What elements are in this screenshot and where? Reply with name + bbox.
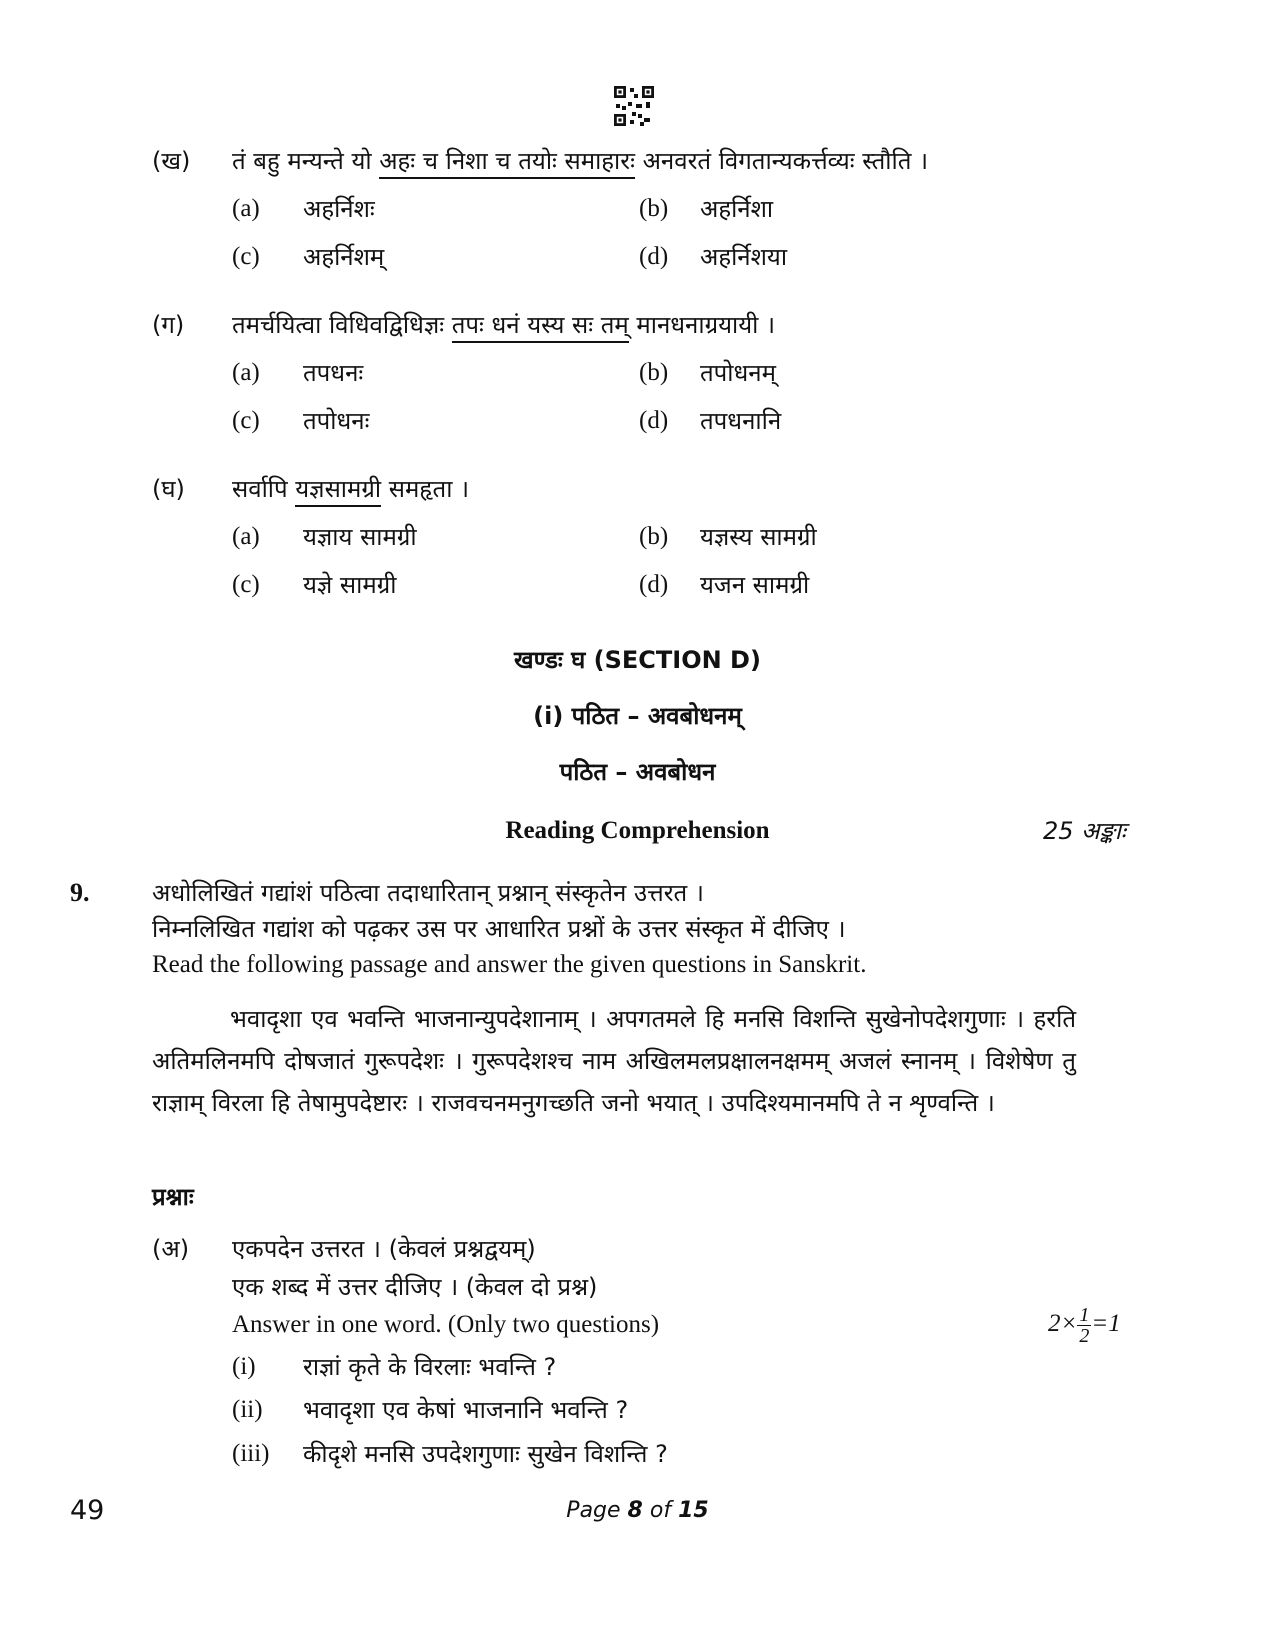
question-number: 9. [70,878,90,907]
question-text-pre: तमर्चयित्वा विधिवद्विधिज्ञः [232,311,452,339]
section-marks: 25 अङ्काः [1043,817,1126,845]
part-a-instruction-english: Answer in one word. (Only two questions) [232,1311,660,1338]
option-d-label: (d) [639,243,669,270]
option-a-text: तपधनः [303,359,364,387]
option-c-text: यज्ञे सामग्री [303,571,397,599]
page-current: 8 [627,1498,643,1523]
question-ga-label: (ग) [152,311,185,339]
option-b-label: (b) [639,195,669,222]
option-b-text: अहर्निशा [700,195,774,223]
page-footer-prefix: Page [566,1498,628,1523]
instruction-hindi: निम्नलिखित गद्यांश को पढ़कर उस पर आधारित प्रश्नों के उत्तर संस्कृत में दीजिए । [152,915,846,943]
option-d-label: (d) [639,571,669,598]
question-ga-text [232,308,775,342]
fraction-numerator: 1 [1079,1303,1090,1326]
question-kha-label: (ख) [152,147,191,175]
question-kha-text [232,144,928,178]
sub-question-ii-text: भवादृशा एव केषां भाजनानि भवन्ति ? [303,1396,629,1424]
part-a-marks [1048,1300,1121,1348]
underlined-phrase: अहः च निशा च तयोः समाहारः [379,147,635,179]
reading-passage: भवादृशा एव भवन्ति भाजनान्युपदेशानाम् । अपगतमले हि मनसि विशन्ति सुखेनोपदेशगुणाः । हरति अतिमलिनमपि दोषजातं गुरूपदेशः । गुरूपदेशश्च नाम अखिलमलप्रक्षालनक्षमम् अजलं स्नानम् । विशेषेण तु राज्ञाम् विरला हि तेषामुपदेष्टारः । राजवचनमनुगच्छति जनो भयात् । उपदिश्यमानमपि ते न शृण्वन्ति । [152,1005,1076,1117]
question-text-post: अनवरतं विगतान्यकर्त्तव्यः स्तौति । [634,147,929,175]
fraction-denominator: 2 [1079,1324,1090,1347]
option-b-text: यज्ञस्य सामग्री [700,523,817,551]
question-gha-label: (घ) [152,475,185,503]
option-c-label: (c) [232,243,260,270]
option-a-text: यज्ञाय सामग्री [303,523,417,551]
part-a-instruction-hindi: एक शब्द में उत्तर दीजिए । (केवल दो प्रश्न) [232,1273,598,1301]
section-subheading-hindi: पठित – अवबोधन [559,758,716,786]
question-text-pre: तं बहु मन्यन्ते यो [232,147,380,175]
qr-code [614,86,654,126]
option-c-text: अहर्निशम् [303,243,385,271]
sub-question-iii-text: कीदृशे मनसि उपदेशगुणाः सुखेन विशन्ति ? [303,1440,668,1468]
marks-fraction [1077,1305,1091,1346]
section-heading: खण्डः घ (SECTION D) [514,646,761,674]
question-text-post: समहृता । [381,475,470,503]
option-d-text: अहर्निशया [700,243,788,271]
marks-multiplier: 2× [1048,1310,1078,1337]
instruction-english: Read the following passage and answer the given questions in Sanskrit. [152,951,867,978]
underlined-phrase: यज्ञसामग्री [295,475,381,507]
option-d-label: (d) [639,407,669,434]
option-c-label: (c) [232,571,260,598]
option-a-label: (a) [232,523,260,550]
part-a-instruction-sanskrit: एकपदेन उत्तरत । (केवलं प्रश्नद्वयम्) [232,1235,536,1263]
sub-question-i-label: (i) [232,1353,256,1380]
option-d-text: तपधनानि [700,407,782,435]
instruction-sanskrit: अधोलिखितं गद्यांशं पठित्वा तदाधारितान् प्रश्नान् संस्कृतेन उत्तरत । [152,879,704,907]
page-footer-sep: of [642,1498,679,1523]
option-b-label: (b) [639,359,669,386]
marks-result: =1 [1091,1310,1121,1337]
option-d-text: यजन सामग्री [700,571,810,599]
option-a-text: अहर्निशः [303,195,375,223]
page-footer [0,1494,1275,1528]
page-total: 15 [678,1498,709,1523]
sub-question-iii-label: (iii) [232,1440,270,1467]
question-gha-text [232,472,469,506]
option-a-label: (a) [232,195,260,222]
questions-label: प्रश्नाः [152,1183,194,1211]
sub-question-i-text: राज्ञां कृते के विरलाः भवन्ति ? [303,1353,557,1381]
page-code: 49 [70,1495,105,1526]
question-text-post: मानधनाग्रयायी । [628,311,776,339]
part-a-label: (अ) [152,1235,190,1263]
option-b-text: तपोधनम् [700,359,776,387]
sub-question-ii-label: (ii) [232,1396,263,1423]
option-a-label: (a) [232,359,260,386]
option-b-label: (b) [639,523,669,550]
question-text-pre: सर्वापि [232,475,296,503]
option-c-text: तपोधनः [303,407,370,435]
underlined-phrase: तपः धनं यस्य सः तम् [452,311,629,343]
section-subheading-english: Reading Comprehension [505,817,770,844]
option-c-label: (c) [232,407,260,434]
section-subheading-sanskrit: (i) पठित – अवबोधनम् [533,702,742,730]
